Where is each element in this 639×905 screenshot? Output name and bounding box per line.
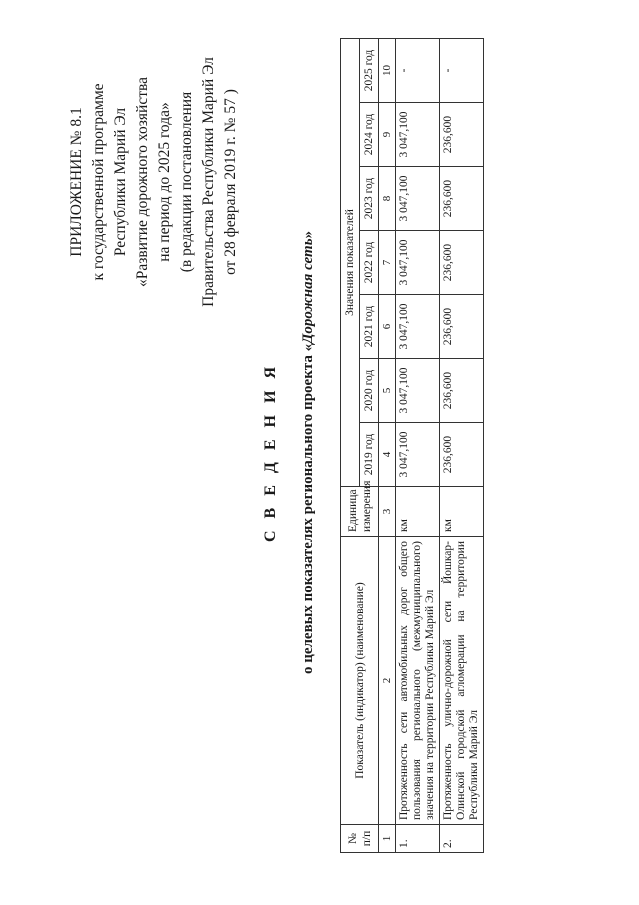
header-year: 2023 год (360, 167, 379, 231)
column-number: 5 (379, 359, 396, 423)
row-value: 236,600 (440, 103, 484, 167)
row-value: 3 047,100 (396, 359, 440, 423)
column-number: 6 (379, 295, 396, 359)
appendix-line: ПРИЛОЖЕНИЕ № 8.1 (68, 107, 85, 257)
appendix-header (66, 37, 242, 327)
column-number: 3 (379, 487, 396, 537)
subtitle-prefix: о целевых показателях регионального проекта « (300, 343, 316, 675)
appendix-line: (в редакции постановления (178, 91, 195, 273)
row-value: 236,600 (440, 167, 484, 231)
row-value: 236,600 (440, 423, 484, 487)
header-num: № п/п (341, 825, 379, 853)
column-number: 4 (379, 423, 396, 487)
column-number: 2 (379, 537, 396, 825)
column-number: 9 (379, 103, 396, 167)
row-value: - (440, 39, 484, 103)
document-subtitle (300, 0, 317, 905)
row-unit: км (396, 487, 440, 537)
header-year: 2020 год (360, 359, 379, 423)
header-year: 2021 год (360, 295, 379, 359)
row-value: 236,600 (440, 359, 484, 423)
column-number: 1 (379, 825, 396, 853)
header-indicator: Показатель (индикатор) (наименование) (341, 537, 379, 825)
row-value: 3 047,100 (396, 103, 440, 167)
column-number: 7 (379, 231, 396, 295)
header-year: 2019 год (360, 423, 379, 487)
header-year: 2024 год (360, 103, 379, 167)
subtitle-project-name: Дорожная сеть (300, 238, 316, 344)
header-year: 2022 год (360, 231, 379, 295)
column-number: 10 (379, 39, 396, 103)
column-number: 8 (379, 167, 396, 231)
row-value: - (396, 39, 440, 103)
appendix-line: к государственной программе (90, 83, 107, 281)
appendix-line: на период до 2025 года» (156, 102, 173, 262)
row-num: 2. (440, 825, 484, 853)
row-num: 1. (396, 825, 440, 853)
appendix-line: «Развитие дорожного хозяйства (134, 77, 151, 288)
row-indicator-name: Протяженность сети автомобильных дорог общего пользования регионального (межмуниципального) значения на территории Республики Марий Эл (396, 537, 440, 825)
row-unit: км (440, 487, 484, 537)
table-row (440, 39, 484, 853)
header-unit: Единица измерения (341, 487, 379, 537)
indicators-table (340, 38, 484, 853)
row-value: 3 047,100 (396, 423, 440, 487)
appendix-line: от 28 февраля 2019 г. № 57 ) (222, 89, 239, 275)
appendix-line: Правительства Республики Марий Эл (200, 57, 217, 307)
row-value: 3 047,100 (396, 295, 440, 359)
row-indicator-name: Протяженность улично-дорожной сети Йошкар-Олинской городской агломерации на территории Республики Марий Эл (440, 537, 484, 825)
row-value: 3 047,100 (396, 167, 440, 231)
row-value: 3 047,100 (396, 231, 440, 295)
row-value: 236,600 (440, 231, 484, 295)
row-value: 236,600 (440, 295, 484, 359)
table-row (396, 39, 440, 853)
appendix-line: Республики Марий Эл (112, 107, 129, 257)
document-title: С В Е Д Е Н И Я (262, 362, 279, 543)
header-year: 2025 год (360, 39, 379, 103)
header-values-group: Значения показателей (341, 39, 360, 487)
subtitle-suffix: » (300, 230, 316, 239)
